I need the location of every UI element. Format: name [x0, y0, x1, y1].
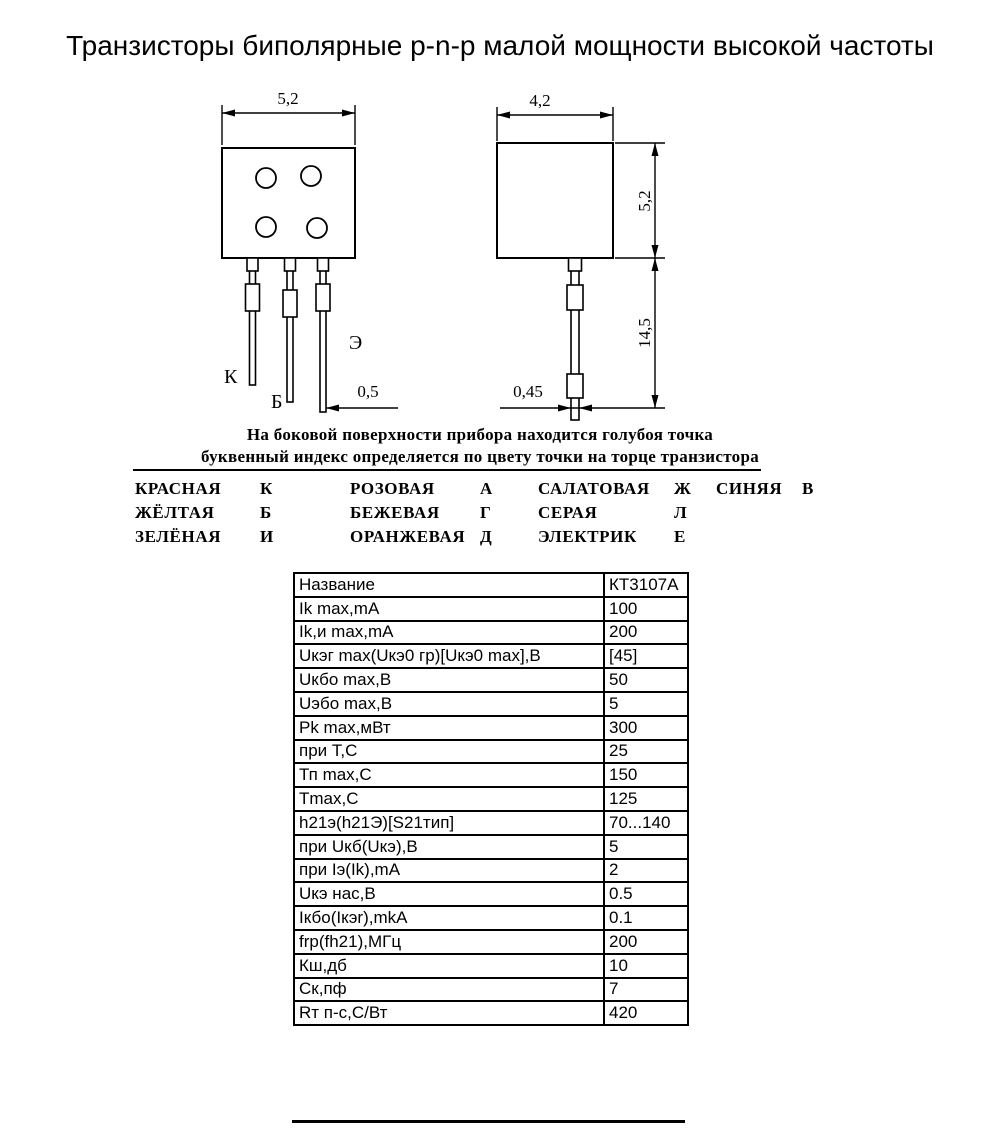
- color-name: КРАСНАЯ: [135, 479, 222, 498]
- param-name: Тп max,С: [294, 763, 604, 787]
- param-value: 10: [604, 954, 688, 978]
- param-row: [294, 740, 688, 764]
- front-width-dim-label: 5,2: [277, 89, 299, 108]
- param-value: 5: [604, 835, 688, 859]
- param-value: 0.5: [604, 882, 688, 906]
- param-name: h21э(h21Э)[S21тип]: [294, 811, 604, 835]
- param-value: 100: [604, 597, 688, 621]
- param-row: [294, 930, 688, 954]
- param-row: [294, 906, 688, 930]
- param-row: [294, 882, 688, 906]
- param-name: при Uкб(Uкэ),В: [294, 835, 604, 859]
- color-name: БЕЖЕВАЯ: [350, 503, 440, 522]
- param-value: 50: [604, 668, 688, 692]
- side-lead-width-dimension: [500, 405, 665, 412]
- color-name: ЭЛЕКТРИК: [538, 527, 637, 546]
- side-view-drawing: [497, 91, 665, 420]
- param-header-name: Название: [294, 573, 604, 597]
- footer-line: [292, 1120, 685, 1123]
- color-name: СИНЯЯ: [716, 479, 783, 498]
- param-row: [294, 692, 688, 716]
- parameters-table: [293, 572, 689, 1026]
- color-name: РОЗОВАЯ: [350, 479, 435, 498]
- page-title: Транзисторы биполярные p-n-p малой мощности высокой частоты: [66, 30, 934, 61]
- param-name: Uкэ нас,В: [294, 882, 604, 906]
- param-row: [294, 859, 688, 883]
- param-row: [294, 644, 688, 668]
- color-name: СЕРАЯ: [538, 503, 598, 522]
- color-letter: Б: [260, 503, 272, 522]
- param-value: 150: [604, 763, 688, 787]
- side-lead-width-label: 0,45: [513, 382, 543, 401]
- divider-line: [133, 469, 761, 471]
- param-value: 25: [604, 740, 688, 764]
- param-name: Ik,и max,mA: [294, 621, 604, 645]
- param-name: Uэбо max,В: [294, 692, 604, 716]
- note-line-2: буквенный индекс определяется по цвету точки на торце транзистора: [200, 447, 760, 466]
- param-name: frp(fh21),МГц: [294, 930, 604, 954]
- color-name: САЛАТОВАЯ: [538, 479, 650, 498]
- color-letter: К: [260, 479, 273, 498]
- param-row: [294, 787, 688, 811]
- color-name: ЗЕЛЁНАЯ: [135, 527, 222, 546]
- color-name: ОРАНЖЕВАЯ: [350, 527, 466, 546]
- front-width-dimension: [222, 105, 355, 145]
- lead-emitter: [316, 258, 330, 412]
- color-letter: Ж: [674, 479, 692, 498]
- param-row: [294, 668, 688, 692]
- side-lead: [567, 258, 583, 420]
- color-code-table: [135, 477, 862, 549]
- param-value: 200: [604, 930, 688, 954]
- param-row: [294, 811, 688, 835]
- param-value: 300: [604, 716, 688, 740]
- side-body-outline: [497, 143, 613, 258]
- param-name: Pk max,мВт: [294, 716, 604, 740]
- param-row: [294, 835, 688, 859]
- front-lead-thickness-dimension: [326, 405, 398, 412]
- param-value: 5: [604, 692, 688, 716]
- param-name: Iкбо(Iкэr),mkA: [294, 906, 604, 930]
- param-name: Tmax,С: [294, 787, 604, 811]
- param-name: Rт п-с,С/Вт: [294, 1001, 604, 1025]
- color-name: ЖЁЛТАЯ: [135, 503, 215, 522]
- side-depth-dim-label: 4,2: [529, 91, 551, 110]
- param-row: [294, 597, 688, 621]
- lead-collector: [246, 258, 260, 385]
- lead-base: [283, 258, 297, 402]
- param-value: 0.1: [604, 906, 688, 930]
- param-header-value: КТ3107А: [604, 573, 688, 597]
- param-value: 200: [604, 621, 688, 645]
- color-letter: А: [480, 479, 493, 498]
- front-view-drawing: [222, 89, 398, 413]
- color-letter: В: [802, 479, 814, 498]
- param-row: [294, 763, 688, 787]
- color-letter: И: [260, 527, 274, 546]
- side-lead-length-label: 14,5: [635, 318, 654, 348]
- param-name: при Iэ(Ik),mA: [294, 859, 604, 883]
- side-depth-dimension: [497, 107, 613, 141]
- param-value: 125: [604, 787, 688, 811]
- side-body-height-label: 5,2: [635, 190, 654, 212]
- color-letter: Г: [480, 503, 492, 522]
- param-header-row: [294, 573, 688, 597]
- param-value: 70...140: [604, 811, 688, 835]
- side-height-dimensions: [615, 143, 665, 408]
- front-lead-thickness-label: 0,5: [357, 382, 379, 401]
- param-row: [294, 716, 688, 740]
- color-letter: Д: [480, 527, 493, 546]
- param-name: при Т,С: [294, 740, 604, 764]
- pin-label-collector: К: [224, 366, 238, 388]
- note-line-1: На боковой поверхности прибора находится голубоя точка: [246, 425, 714, 444]
- param-name: Uкэг max(Uкэ0 гр)[Uкэ0 max],В: [294, 644, 604, 668]
- pin-label-emitter: Э: [349, 332, 363, 354]
- color-letter: Е: [674, 527, 686, 546]
- front-body-outline: [222, 148, 355, 258]
- param-value: 2: [604, 859, 688, 883]
- param-value: [45]: [604, 644, 688, 668]
- arrow-right: [342, 110, 355, 117]
- param-value: 7: [604, 978, 688, 1002]
- color-letter: Л: [674, 503, 688, 522]
- param-value: 420: [604, 1001, 688, 1025]
- arrow-left: [222, 110, 235, 117]
- pin-label-base: Б: [271, 391, 283, 413]
- param-name: Ск,пф: [294, 978, 604, 1002]
- param-name: Ik max,mA: [294, 597, 604, 621]
- param-row: [294, 954, 688, 978]
- param-row: [294, 1001, 688, 1025]
- param-name: Кш,дб: [294, 954, 604, 978]
- param-row: [294, 621, 688, 645]
- param-name: Uкбо max,В: [294, 668, 604, 692]
- package-drawings: [0, 85, 1000, 427]
- param-row: [294, 978, 688, 1002]
